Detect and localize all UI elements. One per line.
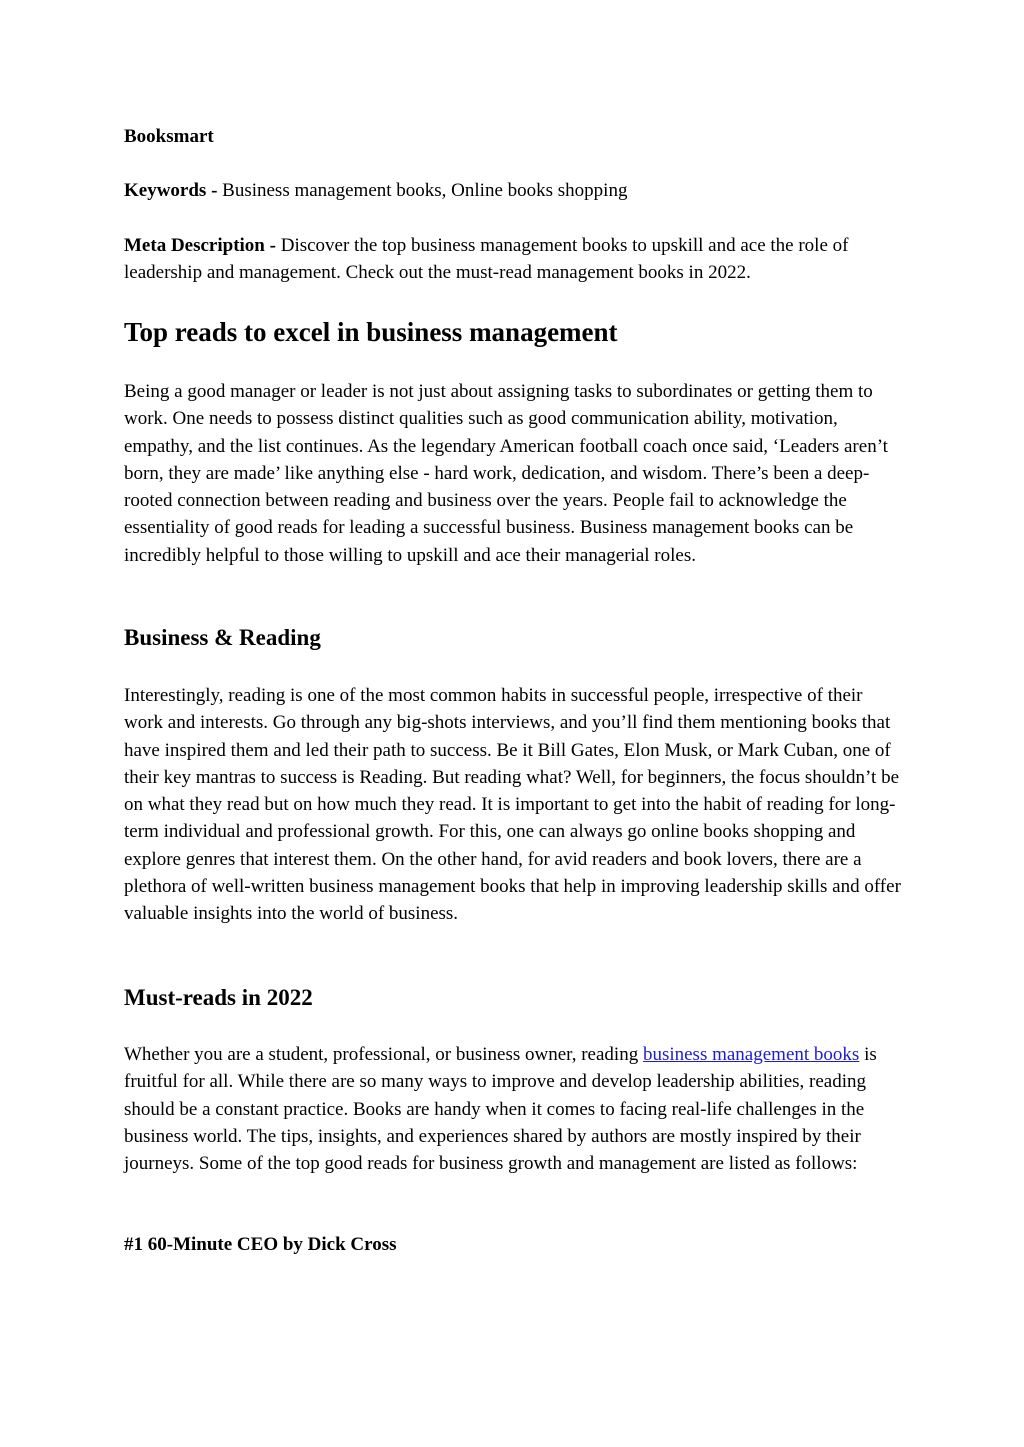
section-heading-business-reading: Business & Reading	[124, 625, 321, 650]
section-body-must-reads	[124, 1041, 904, 1177]
keywords-value: Business management books, Online books shopping	[217, 180, 628, 201]
section-body-business-reading: Interestingly, reading is one of the most common habits in successful people, irrespective of their work and interests. Go through any big-shots interviews, and you’ll find them mentioning books that have inspired them and led their path to success. Be it Bill Gates, Elon Musk, or Mark Cuban, one of their key mantras to success is Reading. But reading what? Well, for beginners, the focus shouldn’t be on what they read but on how much they read. It is important to get into the habit of reading for long-term individual and professional growth. For this, one can always go online books shopping and explore genres that interest them. On the other hand, for avid readers and book lovers, there are a plethora of well-written business management books that help in improving leadership skills and offer valuable insights into the world of business.	[124, 685, 901, 925]
must-reads-text-before: Whether you are a student, professional, or business owner, reading	[124, 1044, 643, 1065]
section-heading-must-reads: Must-reads in 2022	[124, 985, 313, 1010]
meta-description-label: Meta Description -	[124, 235, 276, 256]
business-management-books-link[interactable]: business management books	[642, 1044, 860, 1065]
intro-paragraph: Being a good manager or leader is not just about assigning tasks to subordinates or getting them to work. One needs to possess distinct qualities such as good communication ability, motivation, empathy, and the list continues. As the legendary American football coach once said, ‘Leaders aren’t born, they are made’ like anything else - hard work, dedication, and wisdom. There’s been a deep-rooted connection between reading and business over the years. People fail to acknowledge the essentiality of good reads for leading a successful business. Business management books can be incredibly helpful to those willing to upskill and ace their managerial roles.	[124, 381, 888, 566]
meta-description	[124, 232, 904, 287]
must-reads-text-after: is fruitful for all. While there are so many ways to improve and develop leadership abilities, reading should be a constant practice. Books are handy when it comes to facing real-life challenges in the business world. The tips, insights, and experiences shared by authors are mostly inspired by their journeys. Some of the top good reads for business growth and management are listed as follows:	[124, 1044, 877, 1175]
book-item-heading-1: #1 60-Minute CEO by Dick Cross	[124, 1234, 397, 1255]
keywords-label: Keywords -	[124, 180, 218, 201]
meta-description-value: Discover the top business management books to upskill and ace the role of leadership and management. Check out the must-read management books in 2022.	[124, 235, 849, 284]
brand-name: Booksmart	[124, 126, 214, 147]
keywords-line	[124, 177, 904, 204]
page-title: Top reads to excel in business management	[124, 317, 618, 347]
